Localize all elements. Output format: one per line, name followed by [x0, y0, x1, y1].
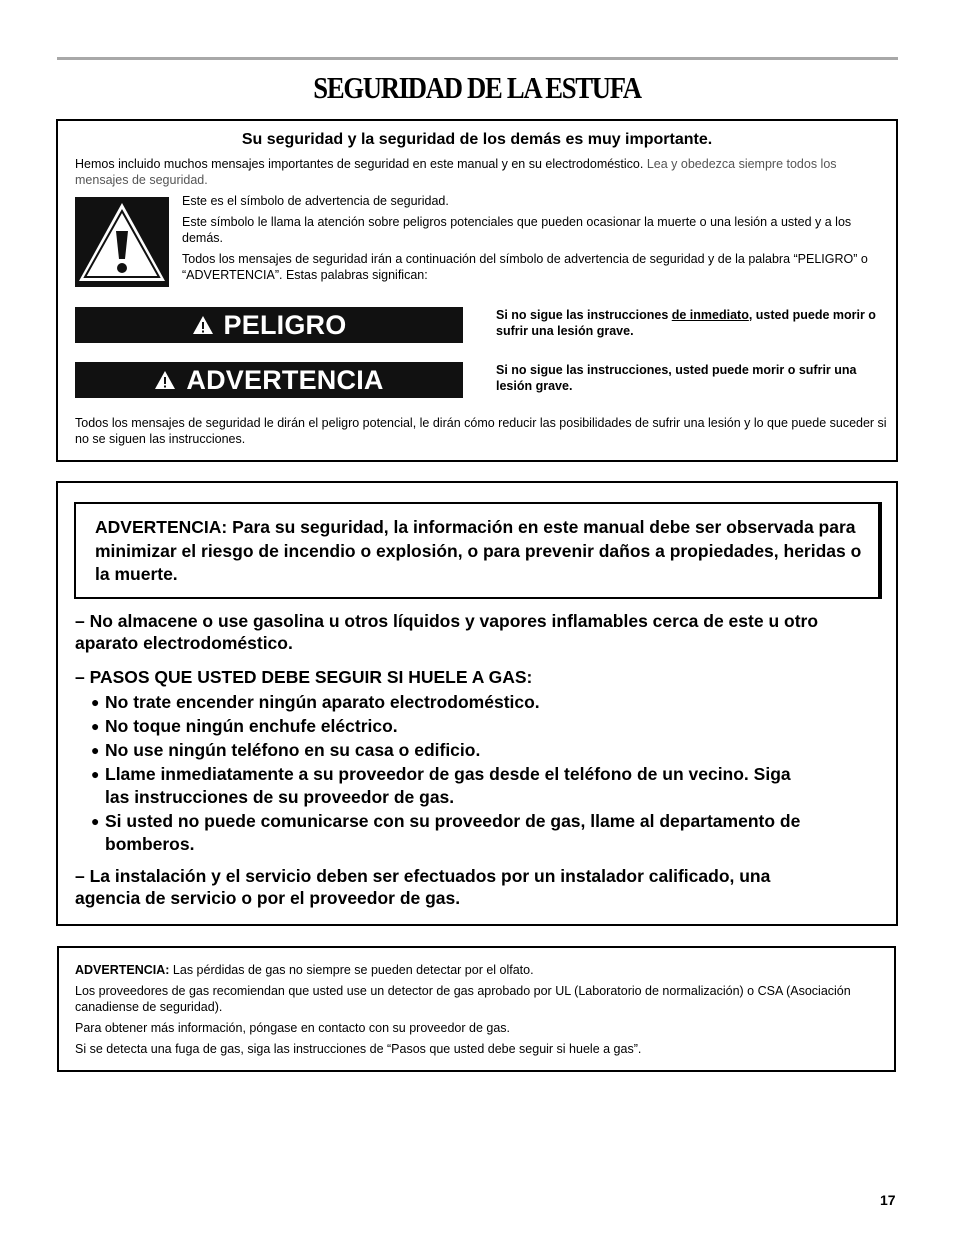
inner-warning-box	[74, 502, 882, 599]
symbol-line: Este símbolo le llama la atención sobre peligros potenciales que pueden ocasionar la muerte o una lesión a usted y a los demás.	[182, 215, 852, 245]
safety-heading: Su seguridad y la seguridad de los demás es muy importante.	[241, 131, 713, 148]
detector-line-2: Los proveedores de gas recomiendan que usted use un detector de gas aprobado por UL (Laboratorio de normalización) o CSA (Asociación canadiense de seguridad).	[75, 984, 851, 1014]
safety-alert-icon	[75, 197, 169, 287]
safety-intro-secondary: Lea y obedezca siempre todos los mensajes de seguridad.	[75, 157, 837, 187]
gas-step: ● No toque ningún enchufe eléctrico.	[91, 715, 845, 738]
safety-footer: Todos los mensajes de seguridad le dirán el peligro potencial, le dirán cómo reducir las posibilidades de sufrir una lesión y lo que puede suceder si no se siguen las instrucciones.	[75, 416, 887, 446]
inner-warning-text: ADVERTENCIA: Para su seguridad, la información en este manual debe ser observada para minimizar el riesgo de incendio o explosión, o para prevenir daños a propiedades, heridas o la muerte.	[95, 517, 862, 584]
alert-triangle-icon	[192, 315, 214, 335]
safety-intro	[75, 156, 890, 188]
detector-line-text: Las pérdidas de gas no siempre se pueden detectar por el olfato.	[169, 963, 534, 977]
safety-intro-main: Hemos incluido muchos mensajes importantes de seguridad en este manual y en su electrodoméstico.	[75, 157, 644, 171]
danger-def-emphasis: de inmediato	[671, 308, 749, 322]
alert-triangle-icon	[154, 370, 176, 390]
detector-warning-label: ADVERTENCIA:	[75, 963, 170, 977]
gas-item-storage: – No almacene o use gasolina u otros líquidos y vapores inflamables cerca de este u otro aparato electrodoméstico.	[75, 611, 819, 653]
gas-item-installation: – La instalación y el servicio deben ser efectuados por un instalador calificado, una agencia de servicio o por el proveedor de gas.	[75, 866, 771, 908]
page-title: SEGURIDAD DE LA ESTUFA	[313, 70, 641, 105]
detector-line-1	[75, 962, 875, 978]
gas-step: ● No use ningún teléfono en su casa o edificio.	[91, 739, 845, 762]
safety-info-box	[56, 119, 898, 462]
danger-label: PELIGRO	[223, 309, 347, 340]
gas-step: ● No trate encender ningún aparato electrodoméstico.	[91, 691, 845, 714]
gas-detector-box	[57, 946, 896, 1072]
danger-definition	[496, 307, 891, 339]
warning-banner	[75, 362, 463, 398]
warning-definition: Si no sigue las instrucciones, usted puede morir o sufrir una lesión grave.	[496, 363, 857, 393]
warning-label: ADVERTENCIA	[186, 364, 384, 395]
gas-step: ● Llame inmediatamente a su proveedor de gas desde el teléfono de un vecino. Siga las instrucciones de su proveedor de gas.	[91, 763, 805, 809]
danger-banner	[75, 307, 463, 343]
detector-line-3: Para obtener más información, póngase en contacto con su proveedor de gas.	[75, 1021, 510, 1035]
symbol-line: Este es el símbolo de advertencia de seguridad.	[182, 194, 449, 208]
danger-def-text: , usted puede morir o sufrir una lesión grave.	[496, 308, 876, 338]
top-rule	[57, 57, 898, 60]
page-number: 17	[880, 1192, 896, 1208]
symbol-line: Todos los mensajes de seguridad irán a continuación del símbolo de advertencia de seguridad y de la palabra “PELIGRO” o “ADVERTENCIA”. Estas palabras significan:	[182, 252, 868, 282]
danger-def-text: Si no sigue las instrucciones	[496, 308, 672, 322]
gas-warning-box	[56, 481, 898, 926]
detector-line-4: Si se detecta una fuga de gas, siga las instrucciones de “Pasos que usted debe seguir si huele a gas”.	[75, 1042, 642, 1056]
gas-step: ● Si usted no puede comunicarse con su proveedor de gas, llame al departamento de bomberos.	[91, 810, 845, 856]
gas-steps-list	[91, 691, 845, 857]
symbol-explanation	[182, 193, 882, 288]
gas-steps-title: – PASOS QUE USTED DEBE SEGUIR SI HUELE A GAS:	[75, 667, 533, 687]
